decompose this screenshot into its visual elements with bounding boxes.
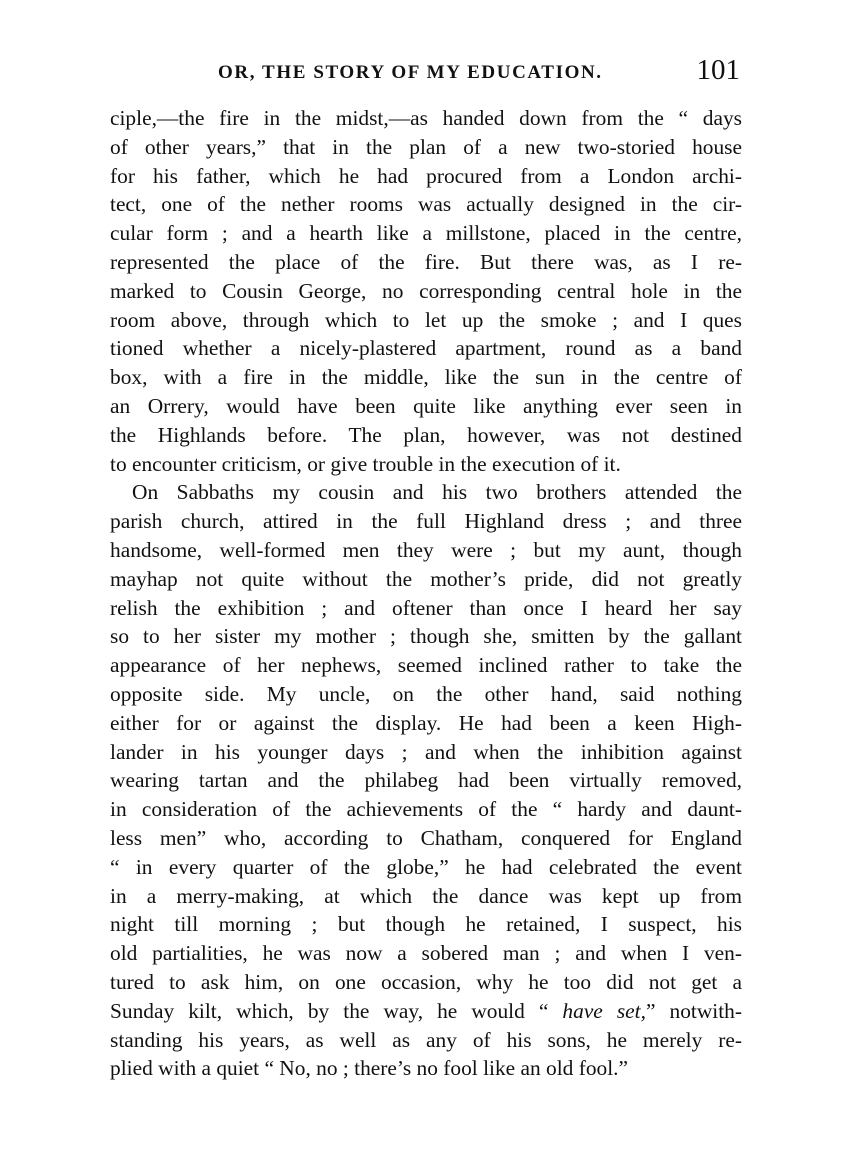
text-line: old partialities, he was now a sobered man ; and when I ven- — [110, 941, 742, 966]
text-line: lander in his younger days ; and when the inhibition against — [110, 739, 742, 764]
text-line: so to her sister my mother ; though she, smitten by the gallant — [110, 624, 742, 649]
text-line: opposite side. My uncle, on the other hand, said nothing — [110, 681, 742, 706]
line-text-segment: Sunday kilt, which, by the way, he would “ — [110, 998, 563, 1023]
text-line: parish church, attired in the full Highland dress ; and three — [110, 509, 742, 534]
text-line: either for or against the display. He had been a keen High- — [110, 710, 742, 735]
body-text — [110, 104, 742, 1083]
text-line: plied with a quiet “ No, no ; there’s no fool like an old fool.” — [110, 1056, 629, 1081]
text-line: standing his years, as well as any of his sons, he merely re- — [110, 1027, 742, 1052]
text-line: marked to Cousin George, no corresponding central hole in the — [110, 278, 742, 303]
text-line: wearing tartan and the philabeg had been virtually removed, — [110, 768, 742, 793]
page-header — [110, 52, 742, 92]
text-line: relish the exhibition ; and oftener than once I heard her say — [110, 595, 742, 620]
line-text-segment: ” notwith- — [645, 998, 743, 1023]
text-line: On Sabbaths my cousin and his two brothers attended the — [132, 480, 742, 505]
text-line: of other years,” that in the plan of a new two-storied house — [110, 134, 742, 159]
text-line: tioned whether a nicely-plastered apartment, round as a band — [110, 336, 742, 361]
text-line: to encounter criticism, or give trouble in the execution of it. — [110, 451, 621, 476]
text-line: tect, one of the nether rooms was actually designed in the cir- — [110, 192, 742, 217]
text-line: cular form ; and a hearth like a millstone, placed in the centre, — [110, 221, 742, 246]
text-line: room above, through which to let up the smoke ; and I ques — [110, 307, 742, 332]
text-line: tured to ask him, on one occasion, why he too did not get a — [110, 969, 742, 994]
text-line: less men” who, according to Chatham, conquered for England — [110, 825, 742, 850]
text-line: the Highlands before. The plan, however, was not destined — [110, 422, 742, 447]
text-line: appearance of her nephews, seemed inclined rather to take the — [110, 653, 742, 678]
page-number: 101 — [696, 54, 740, 86]
text-line: mayhap not quite without the mother’s pride, did not greatly — [110, 566, 742, 591]
text-line: in consideration of the achievements of the “ hardy and daunt- — [110, 797, 742, 822]
text-line: “ in every quarter of the globe,” he had celebrated the event — [110, 854, 742, 879]
text-line: an Orrery, would have been quite like anything ever seen in — [110, 393, 742, 418]
text-line: box, with a fire in the middle, like the sun in the centre of — [110, 365, 742, 390]
running-title: OR, THE STORY OF MY EDUCATION. — [218, 62, 603, 83]
text-line: ciple,—the fire in the midst,—as handed down from the “ days — [110, 106, 742, 130]
text-line: represented the place of the fire. But there was, as I re- — [110, 249, 742, 274]
text-line: night till morning ; but though he retained, I suspect, his — [110, 912, 742, 937]
italic-phrase: have set, — [562, 998, 646, 1023]
text-line: for his father, which he had procured from a London archi- — [110, 163, 742, 188]
text-line: in a merry-making, at which the dance was kept up from — [110, 883, 742, 908]
text-line — [110, 997, 742, 1026]
text-line: handsome, well-formed men they were ; but my aunt, though — [110, 537, 742, 562]
